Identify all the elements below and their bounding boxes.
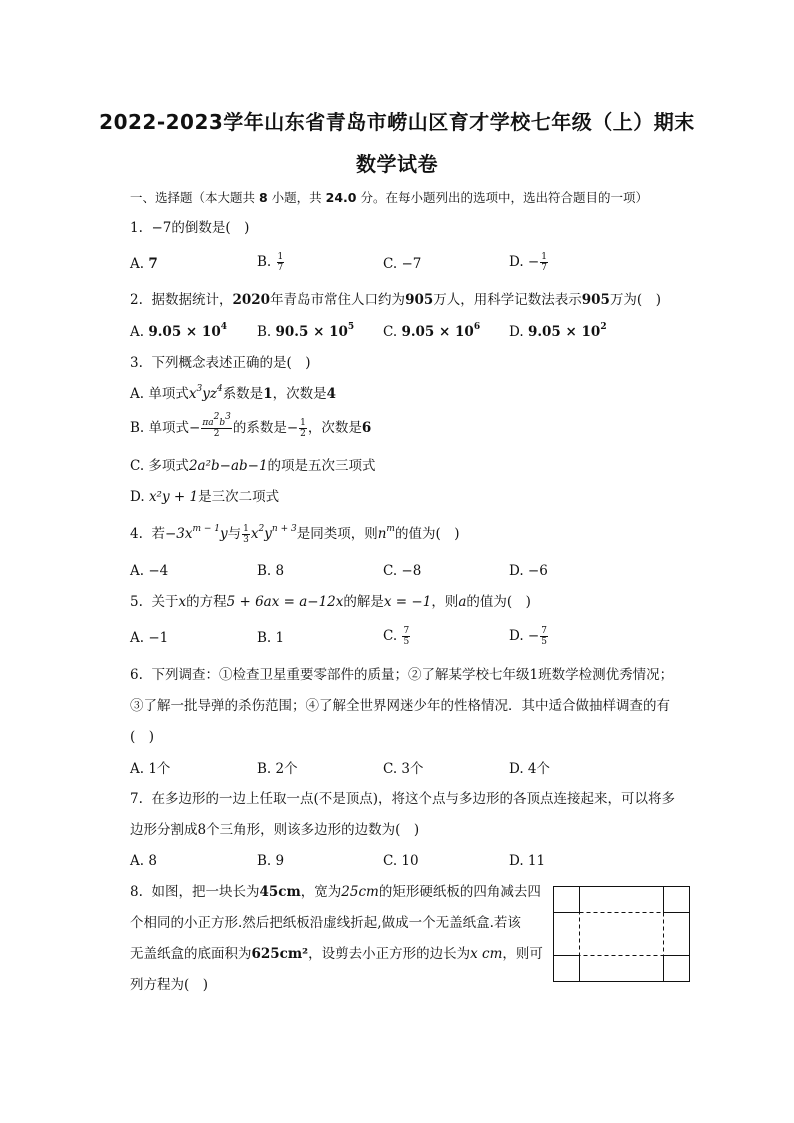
q7-option-d: D. 11: [509, 853, 546, 869]
q1-option-a: A. 7: [130, 256, 158, 272]
q3-option-c: C. 多项式2a²b−ab−1的项是五次三项式: [130, 458, 376, 474]
question-2: 2. 据数据统计，2020年青岛市常住人口约为905万人，用科学记数法表示905万为( ): [130, 292, 661, 308]
corner-square-bottom-left: [554, 956, 580, 982]
fold-dashed-rectangle: [580, 913, 664, 956]
q4-option-a: A. −4: [130, 563, 169, 579]
q7-option-a: A. 8: [130, 853, 157, 869]
q6-option-b: B. 2个: [257, 761, 298, 777]
q5-option-c: C. $\frac{7}{5}$: [383, 626, 410, 647]
q3-option-d: D. x²y + 1是三次二项式: [130, 489, 280, 505]
exam-title-line-2: 数学试卷: [356, 152, 438, 176]
q1-option-c: C. −7: [383, 256, 422, 272]
question-6-line-3: ( ): [130, 729, 155, 745]
q2-option-c: C. $9.05 \times 10^6$: [383, 321, 481, 340]
q5-option-d: D. − $\frac{7}{5}$: [509, 626, 547, 647]
q3-option-b: B. 单项式− $\frac{\pi a^2b^3}{2}$ 的系数是− $\frac{1}{2}$ ，次数是6: [130, 412, 372, 439]
q7-option-c: C. 10: [383, 853, 419, 869]
q4-option-b: B. 8: [257, 563, 285, 579]
question-1: 1. −7的倒数是( ): [130, 220, 250, 236]
question-8: 8. 如图，把一块长为45cm，宽为25cm的矩形硬纸板的四角减去四: [130, 884, 541, 900]
exam-title-line-1: 2022-2023学年山东省青岛市崂山区育才学校七年级（上）期末: [99, 110, 695, 134]
corner-square-bottom-right: [664, 956, 690, 982]
question-6-line-2: ③了解一批导弹的杀伤范围；④了解全世界网迷少年的性格情况．其中适合做抽样调查的有: [130, 698, 670, 714]
question-7-line-2: 边形分割成8个三角形，则该多边形的边数为( ): [130, 822, 420, 838]
corner-square-top-left: [554, 887, 580, 913]
q4-option-c: C. −8: [383, 563, 422, 579]
cardboard-outline: [554, 887, 690, 982]
q5-option-b: B. 1: [257, 630, 285, 646]
q6-option-a: A. 1个: [130, 761, 171, 777]
cardboard-figure: [553, 886, 690, 982]
q3-option-a: A. 单项式$x^3yz^4$系数是1，次数是4: [130, 383, 336, 402]
question-5: 5. 关于x的方程5 + 6ax = a−12x的解是x = −1，则a的值为( ): [130, 594, 531, 610]
q6-option-c: C. 3个: [383, 761, 424, 777]
q6-option-d: D. 4个: [509, 761, 551, 777]
question-8-line-3: 无盖纸盒的底面积为625cm²，设剪去小正方形的边长为x cm，则可: [130, 946, 543, 962]
q7-option-b: B. 9: [257, 853, 285, 869]
q2-option-a: A. $9.05 \times 10^4$: [130, 321, 227, 340]
question-3: 3. 下列概念表述正确的是( ): [130, 355, 311, 371]
q2-option-d: D. $9.05 \times 10^2$: [509, 321, 607, 340]
question-8-line-4: 列方程为( ): [130, 977, 209, 993]
q1-option-d: D. − $\frac{1}{7}$: [509, 252, 547, 273]
q1-option-b: B. $\frac{1}{7}$: [257, 252, 284, 273]
question-7: 7. 在多边形的一边上任取一点(不是顶点)，将这个点与多边形的各顶点连接起来，可以将多: [130, 791, 676, 807]
question-4: 4. 若$-3x^{m - 1}y$与 $\frac{1}{3}$ $x^2y^{n + 3}$是同类项，则$n^m$的值为( ): [130, 523, 460, 545]
section-heading: 一、选择题（本大题共 8 小题，共 24.0 分。在每小题列出的选项中，选出符合题目的一项）: [130, 190, 648, 205]
q2-option-b: B. $90.5 \times 10^5$: [257, 321, 355, 340]
question-6: 6. 下列调查：①检查卫星重要零部件的质量；②了解某学校七年级1班数学检测优秀情况；: [130, 667, 674, 683]
q4-option-d: D. −6: [509, 563, 548, 579]
q5-option-a: A. −1: [130, 630, 169, 646]
question-8-line-2: 个相同的小正方形.然后把纸板沿虚线折起,做成一个无盖纸盒.若该: [130, 915, 521, 931]
corner-square-top-right: [664, 887, 690, 913]
